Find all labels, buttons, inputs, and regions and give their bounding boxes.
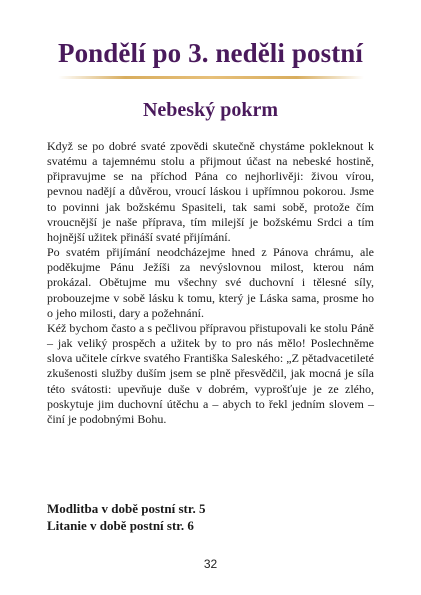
references	[47, 501, 374, 534]
body-text	[47, 139, 374, 427]
reference-prayer: Modlitba v době postní str. 5	[47, 501, 206, 516]
section-subtitle: Nebeský pokrm	[142, 99, 278, 121]
page-number: 32	[203, 557, 218, 571]
reference-litany: Litanie v době postní str. 6	[47, 517, 194, 533]
title-divider	[58, 76, 364, 79]
paragraph: Kéž bychom často a s pečlivou přípravou přistupovali ke stolu Páně – jak veliký prospěch a užitek by to pro nás mělo! Poslechněme slova učitele církve svatého Františka Saleského: „Z pětadvacetileté zkušenosti služby duším jsem se plně přesvědčil, jak mocná je síla této svátosti: upevňuje duše v dobrém, vyprošťuje je ze zlého, poskytuje jim duchovní útěchu a – abych to řekl jedním slovem – činí je podobnými Bohu.	[47, 320, 374, 426]
paragraph: Když se po dobré svaté zpovědi skutečně chystáme pokleknout k svatému a tajemnému stolu a přijmout účast na nebeské hostině, připravujme se na příchod Pána co nejhorlivěji: živou vírou, pevnou nadějí a důvěrou, vroucí láskou i upřímnou pokorou. Jsme to povinni jak božskému Spasiteli, tak sami sobě, protože čím vroucnější je naše příprava, tím milejší je božskému Srdci a tím hojnější užitek přináší svaté přijímání.	[47, 139, 374, 244]
paragraph: Po svatém přijímání neodcházejme hned z Pánova chrámu, ale poděkujme Pánu Ježíši za nevýslovnou milost, kterou nám prokázal. Obětujme mu všechny své duchovní i tělesné síly, probouzejme v sobě lásku k tomu, který je Láska sama, prosme ho o jeho milosti, dary a požehnání.	[47, 245, 374, 320]
page-title: Pondělí po 3. neděli postní	[57, 38, 363, 68]
